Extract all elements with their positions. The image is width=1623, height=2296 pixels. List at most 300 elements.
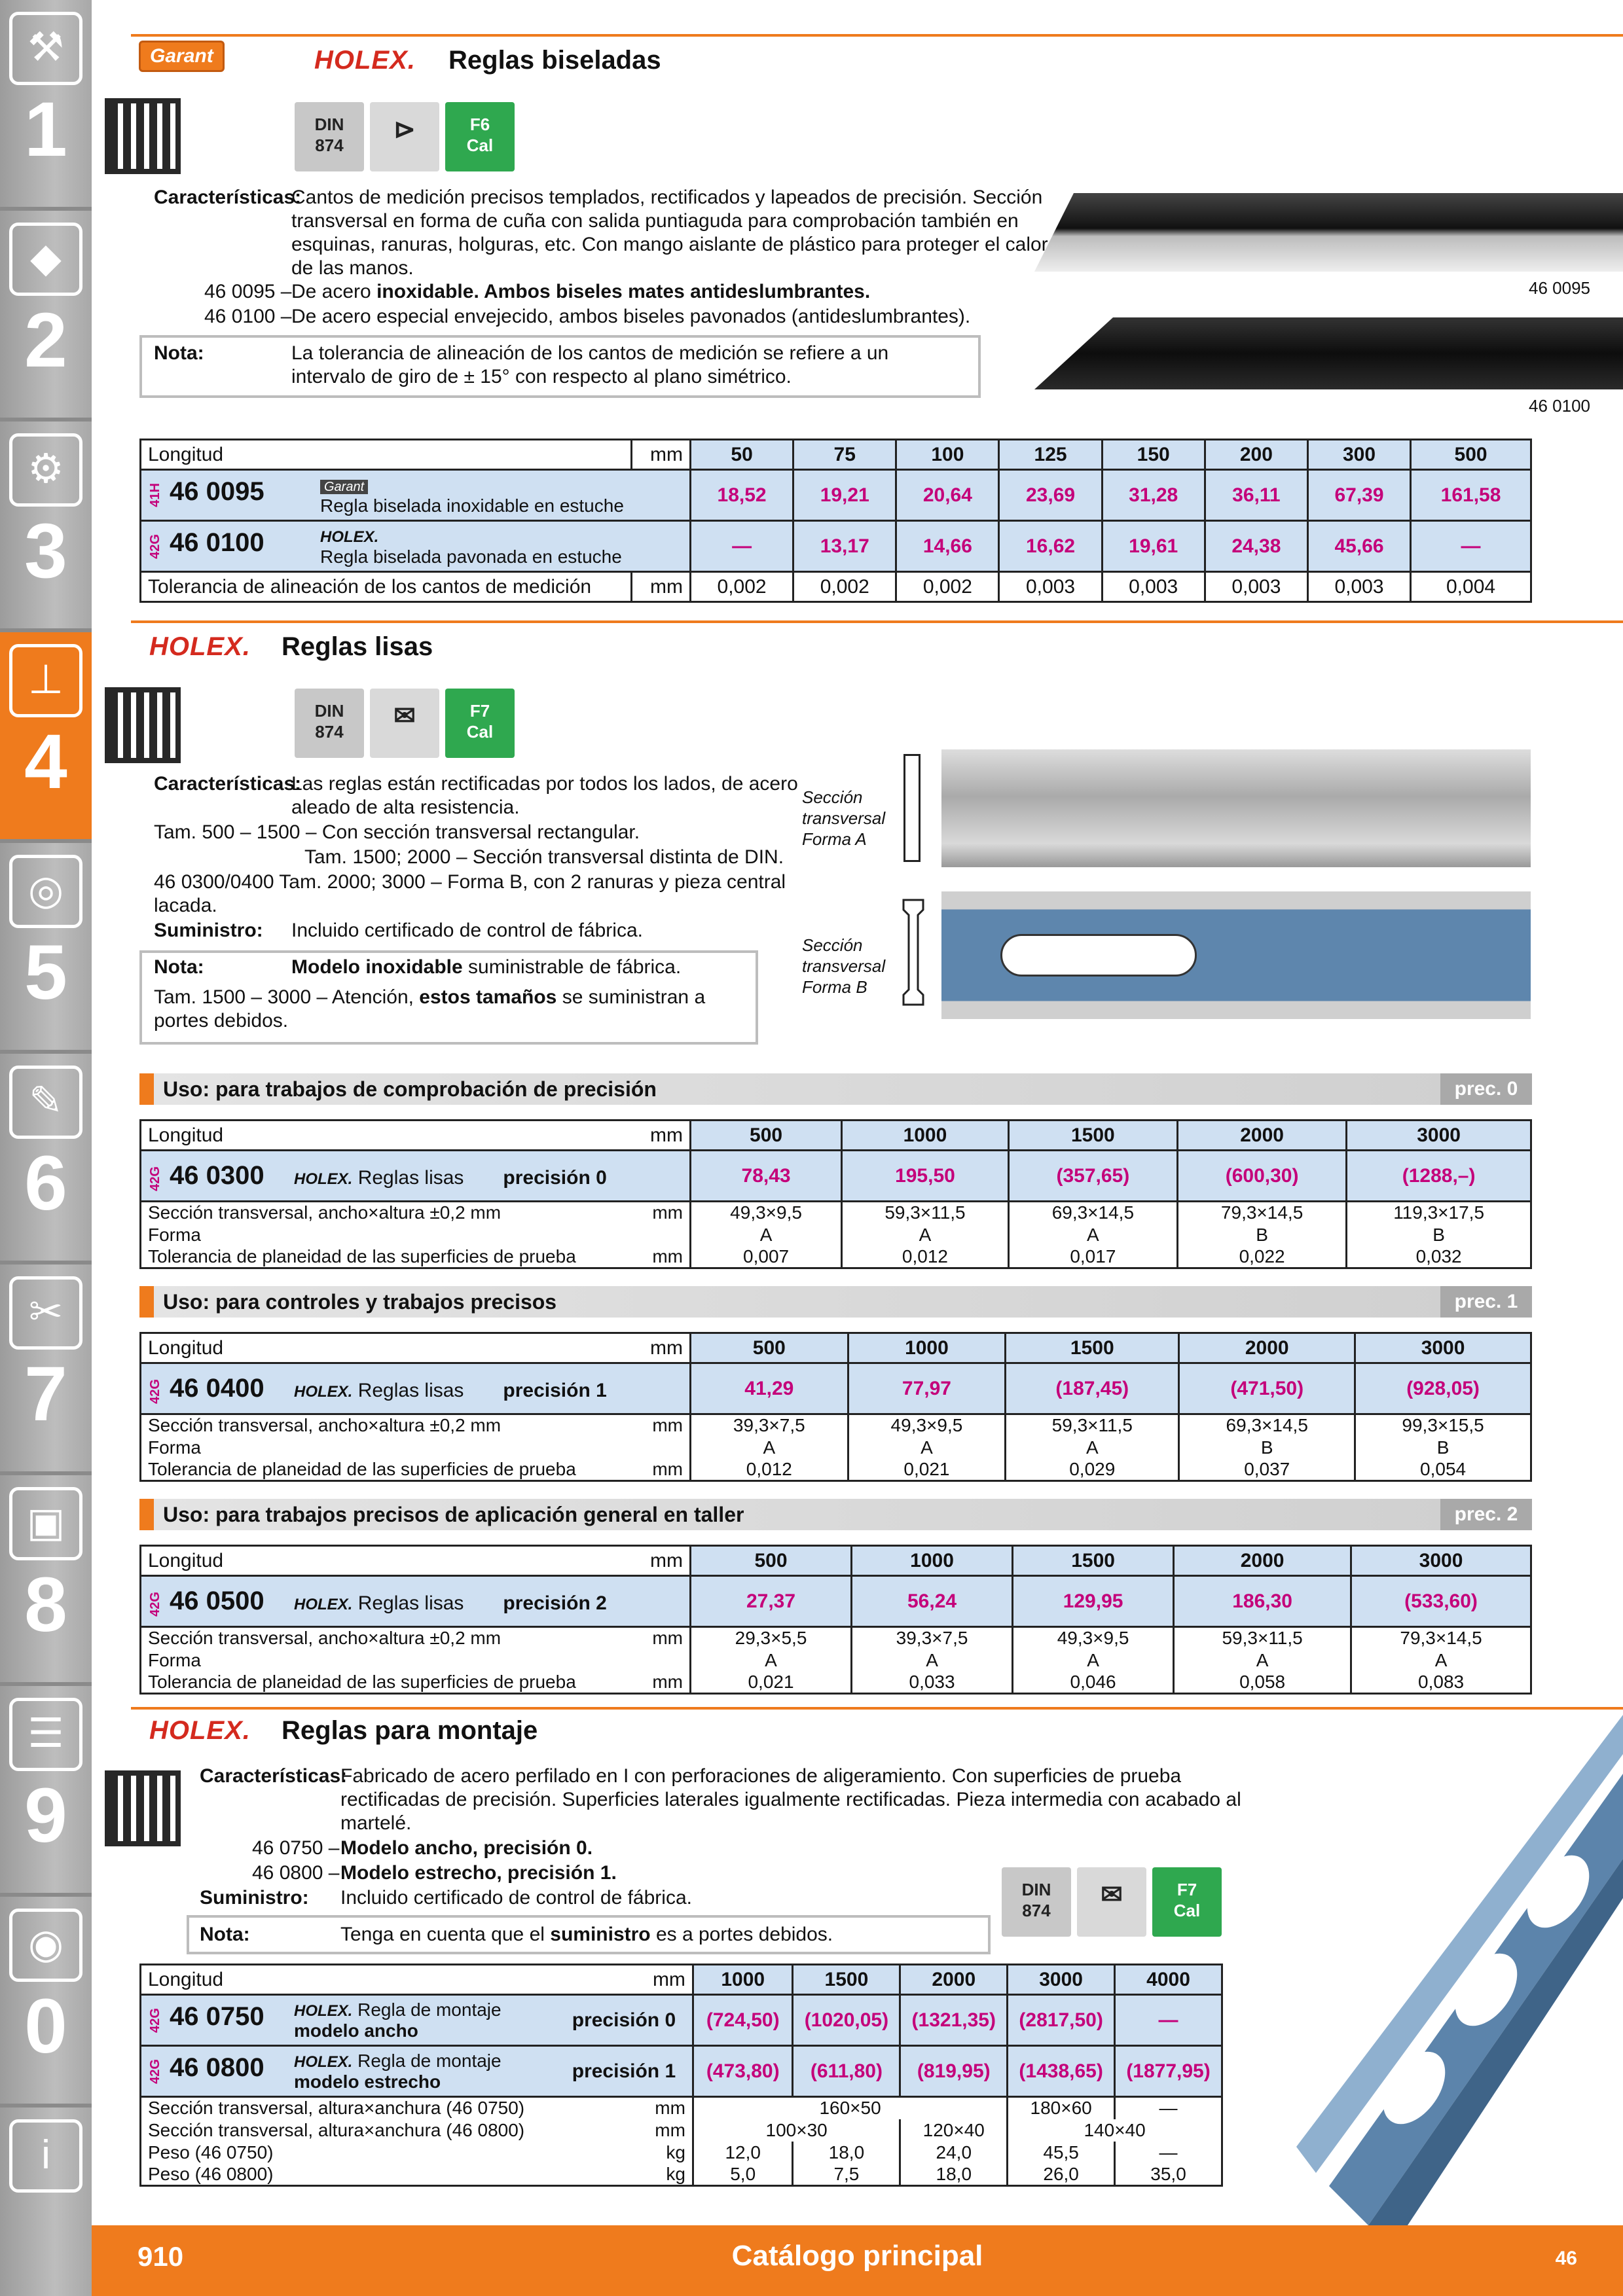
size-header: 2000 [1179,1333,1355,1363]
section-divider [131,620,1623,623]
note-plain: Tenga en cuenta que el [340,1924,551,1945]
section-value: 100×30 [693,2119,900,2142]
tolerance-value: 0,003 [1102,572,1205,602]
chapter-number: 0 [24,1983,67,2070]
price[interactable]: (357,65) [1008,1151,1177,1202]
note-bold: estos tamaños [419,986,557,1008]
size-header: 2000 [1177,1121,1346,1151]
bevel-ruler-table [139,439,1532,603]
features-text: Fabricado de acero perfilado en I con perforaciones de aligeramiento. Con superficies de prueba rectificadas de precisión. Superficies laterales igualmente rectificadas. Pieza intermedia con acabado al martelé. [340,1765,1241,1834]
price[interactable]: 77,97 [848,1363,1006,1414]
row-label: Forma [141,1224,632,1246]
precision-badge: prec. 1 [1440,1286,1532,1318]
badge-f: F7 [1176,1880,1197,1899]
badge-cal: Cal [1173,1901,1201,1920]
price[interactable]: (2817,50) [1008,1995,1115,2046]
row-value: 59,3×11,5 [1174,1627,1351,1649]
unit: mm [632,440,691,470]
price[interactable]: 45,66 [1307,521,1410,572]
variant-line: Tam. 500 – 1500 – Con sección transversal rectangular. [154,821,640,843]
row-value: B [1347,1224,1531,1246]
size-header: 2000 [1174,1546,1351,1576]
size-header: 1000 [842,1121,1009,1151]
price[interactable]: (1020,05) [793,1995,900,2046]
size-header: 3000 [1355,1333,1531,1363]
price[interactable]: 31,28 [1102,470,1205,521]
sidebar-tab-7[interactable] [0,1265,92,1475]
chapter-number: 4 [24,719,67,805]
article-cell [141,1576,632,1627]
chuck-icon: ⚙ [9,433,82,507]
badge-cal: Cal [466,722,494,742]
price[interactable]: (1288,–) [1347,1151,1531,1202]
row-value: 0,021 [848,1459,1006,1481]
supply-text: Incluido certificado de control de fábrica. [340,1887,692,1909]
price[interactable]: (819,95) [900,2046,1008,2097]
article-desc: Reglas lisas [357,1166,464,1189]
safety-icon: ◉ [9,1909,82,1982]
length-label: Longitud [141,1546,632,1576]
unit [632,1649,691,1672]
row-value: 39,3×7,5 [852,1627,1013,1649]
variant-line: 46 0300/0400 Tam. 2000; 3000 – Forma B, con 2 ranuras y pieza central lacada. [154,871,786,916]
article-number[interactable]: 46 0500 [170,1586,264,1615]
length-label: Longitud [141,1965,566,1995]
sidebar-tab-i[interactable] [0,2108,92,2197]
price[interactable]: (724,50) [693,1995,793,2046]
sidebar-tab-0[interactable] [0,1897,92,2108]
qr-code-icon[interactable] [105,98,181,174]
info-icon: i [9,2119,82,2193]
certificate-icon: ✉ [370,689,439,758]
row-value: B [1179,1437,1355,1459]
row-value: B [1177,1224,1346,1246]
flat-ruler-table [139,1332,1532,1482]
note-bold: Modelo inoxidable [291,956,463,978]
sidebar-tab-9[interactable] [0,1686,92,1897]
precision: precisión 1 [503,1379,607,1401]
tolerance-value: 0,003 [999,572,1102,602]
section-label: Sección transversal, altura×anchura (46 0800) [141,2119,566,2142]
sidebar-tab-5[interactable] [0,843,92,1054]
weight-value: 7,5 [793,2164,900,2186]
unit: mm [632,1202,691,1224]
row-value: 0,033 [852,1672,1013,1694]
table-row [141,2164,1222,2186]
article-number[interactable]: 46 0400 [170,1373,264,1403]
row-value: 99,3×15,5 [1355,1414,1531,1437]
variant-plain: De acero [291,281,377,302]
price[interactable]: 13,17 [793,521,896,572]
article-desc: Reglas lisas [357,1379,464,1401]
use-bar [139,1499,1532,1530]
price[interactable]: 195,50 [842,1151,1009,1202]
price[interactable]: 23,69 [999,470,1102,521]
row-value: B [1355,1437,1531,1459]
section-divider [131,34,1623,37]
unit: mm [632,1121,691,1151]
brand-holex: HOLEX. [294,2001,353,2020]
article-number[interactable]: 46 0095 [170,477,264,507]
row-value: A [1006,1437,1179,1459]
garant-logo: Garant [139,41,225,72]
use-title: Uso: para trabajos de comprobación de precisión [163,1077,657,1101]
price[interactable]: 129,95 [1013,1576,1174,1627]
row-label: Sección transversal, ancho×altura ±0,2 mm [141,1202,632,1224]
price[interactable]: 41,29 [691,1363,848,1414]
section-value: 160×50 [693,2097,1007,2119]
unit: mm [632,1627,691,1649]
price[interactable]: 36,11 [1205,470,1307,521]
size-header: 3000 [1347,1121,1531,1151]
profile-a-icon [903,754,921,862]
use-title: Uso: para trabajos precisos de aplicación general en taller [163,1503,744,1526]
size-header: 1500 [1008,1121,1177,1151]
brand-garant: Garant [320,480,368,494]
row-value: A [1013,1649,1174,1672]
unit: mm [632,1459,691,1481]
row-value: 119,3×17,5 [1347,1202,1531,1224]
table-row [141,1459,1531,1481]
article-desc: Regla de montaje [357,2050,501,2071]
holex-logo: HOLEX. [149,1716,251,1745]
features-text: Las reglas están rectificadas por todos los lados, de acero aleado de alta resistencia. [291,773,798,818]
size-header: 500 [691,1333,848,1363]
article-cell [141,470,691,521]
weight-value: 18,0 [900,2164,1008,2186]
size-header: 1000 [852,1546,1013,1576]
note-plain: es a portes debidos. [650,1924,833,1945]
price[interactable]: 161,58 [1411,470,1531,521]
row-label: Sección transversal, ancho×altura ±0,2 mm [141,1414,632,1437]
chapter-number: 3 [24,508,67,594]
price[interactable]: (611,80) [793,2046,900,2097]
tolerance-value: 0,003 [1205,572,1307,602]
table-row [141,1151,1531,1202]
note-text [291,956,681,979]
size-header: 75 [793,440,896,470]
profile-b-icon [900,897,926,1008]
certificate-icon: ✉ [1077,1867,1146,1937]
article-desc: Reglas lisas [357,1592,464,1614]
badge-f: F6 [469,115,490,134]
price[interactable]: 20,64 [896,470,999,521]
table-row [141,1363,1531,1414]
weight-value: 18,0 [793,2142,900,2164]
qr-code-icon[interactable] [105,687,181,763]
flat-ruler-photo-b [941,891,1531,1019]
unit: mm [632,1414,691,1437]
table-row [141,2097,1222,2119]
price[interactable]: 18,52 [691,470,793,521]
row-value: 59,3×11,5 [842,1202,1009,1224]
flat-ruler-table [139,1119,1532,1269]
table-row [141,521,1531,572]
row-value: 29,3×5,5 [691,1627,852,1649]
price[interactable]: 27,37 [691,1576,852,1627]
weight-value: 5,0 [693,2164,793,2186]
size-header: 300 [1307,440,1410,470]
brand-holex: HOLEX. [320,528,379,546]
price[interactable]: 24,38 [1205,521,1307,572]
f7-badge [1152,1867,1222,1937]
size-header: 4000 [1115,1965,1222,1995]
row-label: Forma [141,1437,632,1459]
row-value: 49,3×9,5 [691,1202,842,1224]
badge-f: F7 [469,701,490,721]
use-title: Uso: para controles y trabajos precisos [163,1290,557,1314]
variant-code: 46 0095 – [204,281,292,302]
weight-label: Peso (46 0800) [141,2164,566,2186]
variant-code: 46 0100 – [204,306,292,327]
features-label: Características: [154,187,302,208]
unit: mm [632,1672,691,1694]
article-model: modelo ancho [294,2020,418,2041]
size-header: 150 [1102,440,1205,470]
table-row [141,470,1531,521]
variant-bold: Modelo estrecho, precisión 1. [340,1862,617,1884]
note-text: La tolerancia de alineación de los cantos de medición se refiere a un intervalo de giro de ± 15° con respecto al plano simétrico. [291,342,889,387]
row-value: A [852,1649,1013,1672]
page-number: 910 [137,2241,184,2272]
chapter-number: 8 [24,1562,67,1648]
row-value: 0,083 [1351,1672,1531,1694]
price[interactable]: 14,66 [896,521,999,572]
use-marker [139,1073,154,1105]
sidebar-tab-8[interactable] [0,1475,92,1686]
row-value: 0,007 [691,1246,842,1268]
row-value: 0,022 [1177,1246,1346,1268]
bevel-ruler-photo-1 [1034,180,1623,285]
drill-icon: ⚒ [9,12,82,85]
row-label: Tolerancia de planeidad de las superficies de prueba [141,1459,632,1481]
length-label [141,440,632,470]
price[interactable]: (1877,95) [1115,2046,1222,2097]
unit: kg [566,2164,693,2186]
table-row [141,2046,1222,2097]
slot-icon [1000,934,1197,977]
bevel-ruler-icon: ⊳ [370,102,439,171]
brand-holex: HOLEX. [294,1382,353,1401]
row-value: 0,012 [842,1246,1009,1268]
note-label: Nota: [154,342,204,364]
row-value: 0,012 [691,1459,848,1481]
section-value: — [1115,2097,1222,2119]
price[interactable]: 19,21 [793,470,896,521]
unit: mm [566,1965,693,1995]
section-label: Sección transversal, altura×anchura (46 0750) [141,2097,566,2119]
tolerance-value: 0,003 [1307,572,1410,602]
size-header: 500 [1411,440,1531,470]
photo-caption: 46 0100 [1529,396,1590,416]
i-beam-ruler-photo [1290,1662,1623,2225]
size-header: 500 [691,1121,842,1151]
sidebar-tab-1[interactable] [0,0,92,211]
din-badge: DIN 874 [295,102,364,171]
features-text: Cantos de medición precisos templados, rectificados y lapeados de precisión. Sección transversal en forma de cuña con salida puntiaguda para comprobación también en esquinas, ranuras, holguras, etc. Con mango aislante de plástico para proteger el calor de las manos. [291,187,1048,279]
note-plain: se suministran a portes debidos. [154,986,706,1031]
weight-value: 24,0 [900,2142,1008,2164]
table-row [141,2119,1222,2142]
precision: precisión 0 [503,1166,607,1189]
price[interactable]: 19,61 [1102,521,1205,572]
unit: mm [632,572,691,602]
variant-text: De acero especial envejecido, ambos biseles pavonados (antideslumbrantes). [291,306,971,327]
section-value: 180×60 [1008,2097,1115,2119]
tolerance-label: Tolerancia de alineación de los cantos de medición [141,572,632,602]
article-number[interactable]: 46 0300 [170,1160,264,1190]
note-label: Nota: [154,956,204,978]
row-value: 49,3×9,5 [848,1414,1006,1437]
sidebar-tab-6[interactable] [0,1054,92,1265]
price[interactable]: 67,39 [1307,470,1410,521]
weight-value: 45,5 [1008,2142,1115,2164]
article-cell [141,1363,632,1414]
precision: precisión 0 [566,1995,693,2046]
table-row [141,1995,1222,2046]
row-value: 0,029 [1006,1459,1179,1481]
table-row [141,1627,1531,1649]
flat-ruler-photo-a [941,749,1531,867]
price-code: 42G [148,1591,162,1617]
supply-label: Suministro: [200,1887,309,1909]
holex-logo: HOLEX. [149,632,251,661]
tolerance-value: 0,002 [691,572,793,602]
price[interactable]: (533,60) [1351,1576,1531,1627]
price[interactable]: 16,62 [999,521,1102,572]
size-header: 3000 [1351,1546,1531,1576]
row-value: A [842,1224,1009,1246]
chapter-number: 6 [24,1140,67,1227]
note-text [340,1923,833,1946]
size-header: 2000 [900,1965,1008,1995]
row-value: 79,3×14,5 [1177,1202,1346,1224]
size-header: 500 [691,1546,852,1576]
use-marker [139,1286,154,1318]
cabinet-icon: ☰ [9,1698,82,1771]
table-row [141,1437,1531,1459]
pliers-icon: ✂ [9,1276,82,1350]
weight-value: 12,0 [693,2142,793,2164]
price[interactable]: (473,80) [693,2046,793,2097]
weight-value: 35,0 [1115,2164,1222,2186]
price-code: 42G [148,533,162,559]
price[interactable]: 78,43 [691,1151,842,1202]
price[interactable]: (187,45) [1006,1363,1179,1414]
qr-code-icon[interactable] [105,1770,181,1846]
note-label: Nota: [200,1924,250,1945]
size-header: 3000 [1008,1965,1115,1995]
tolerance-value: 0,002 [793,572,896,602]
spacer-cell [632,1576,691,1627]
row-value: 49,3×9,5 [1013,1627,1174,1649]
footer-code: 46 [1555,2248,1577,2269]
use-bar [139,1073,1532,1105]
precision-badge: prec. 2 [1440,1499,1532,1530]
toolbox-icon: ▣ [9,1487,82,1560]
table-row [141,1576,1531,1627]
row-value: 0,046 [1013,1672,1174,1694]
article-number[interactable]: 46 0100 [170,528,264,558]
row-value: 0,037 [1179,1459,1355,1481]
size-header: 1500 [793,1965,900,1995]
sidebar-tab-4[interactable] [0,632,92,843]
length-label: Longitud [141,1333,632,1363]
article-number[interactable]: 46 0800 [170,2053,264,2083]
section-caption-a: Sección transversal Forma A [802,787,886,849]
price-code: 41H [148,483,162,507]
row-value: 0,017 [1008,1246,1177,1268]
sidebar-tab-2[interactable] [0,211,92,422]
variant-code: 46 0800 – [252,1862,340,1884]
photo-caption: 46 0095 [1529,278,1590,298]
variant-code: 46 0750 – [252,1837,340,1859]
unit: mm [566,2119,693,2142]
chapter-number: 5 [24,929,67,1016]
mounting-ruler-table [139,1964,1223,2187]
article-desc: Regla biselada inoxidable en estuche [320,495,624,516]
price[interactable]: — [1411,521,1531,572]
price[interactable]: (471,50) [1179,1363,1355,1414]
article-number[interactable]: 46 0750 [170,2002,264,2032]
price[interactable]: (1438,65) [1008,2046,1115,2097]
article-cell [141,2046,566,2097]
row-value: 59,3×11,5 [1006,1414,1179,1437]
chapter-sidebar [0,0,92,2296]
row-value: 0,021 [691,1672,852,1694]
tolerance-value: 0,004 [1411,572,1531,602]
variant-bold: inoxidable. Ambos biseles mates antideslumbrantes. [376,281,871,302]
row-value: 79,3×14,5 [1351,1627,1531,1649]
catalog-title: Catálogo principal [731,2240,983,2272]
variant-bold: Modelo ancho, precisión 0. [340,1837,593,1859]
price[interactable]: — [691,521,793,572]
article-cell [141,1995,566,2046]
row-value: A [1008,1224,1177,1246]
price[interactable]: (1321,35) [900,1995,1008,2046]
price[interactable]: 186,30 [1174,1576,1351,1627]
unit: mm [632,1546,691,1576]
table-row [141,572,1531,602]
size-header: 125 [999,440,1102,470]
size-header: 1000 [848,1333,1006,1363]
badge-cal: Cal [466,135,494,155]
section-value: 120×40 [900,2119,1008,2142]
table-row [141,1202,1531,1224]
row-label: Forma [141,1649,632,1672]
price[interactable]: (928,05) [1355,1363,1531,1414]
features-label: Características: [154,773,302,795]
price[interactable]: (600,30) [1177,1151,1346,1202]
weight-label: Peso (46 0750) [141,2142,566,2164]
use-marker [139,1499,154,1530]
price[interactable]: — [1115,1995,1222,2046]
price-code: 42G [148,1378,162,1404]
section-title: Reglas para montaje [282,1716,538,1745]
sidebar-tab-3[interactable] [0,422,92,632]
chapter-number: 2 [24,297,67,384]
size-header: 1500 [1013,1546,1174,1576]
table-row [141,1414,1531,1437]
insert-icon: ◆ [9,223,82,296]
variant-text [291,280,870,304]
brand-holex: HOLEX. [294,1595,353,1613]
price[interactable]: 56,24 [852,1576,1013,1627]
features-label: Características: [200,1765,348,1787]
row-value: 69,3×14,5 [1179,1414,1355,1437]
section-title: Reglas biseladas [448,46,661,75]
section-title: Reglas lisas [282,632,433,661]
